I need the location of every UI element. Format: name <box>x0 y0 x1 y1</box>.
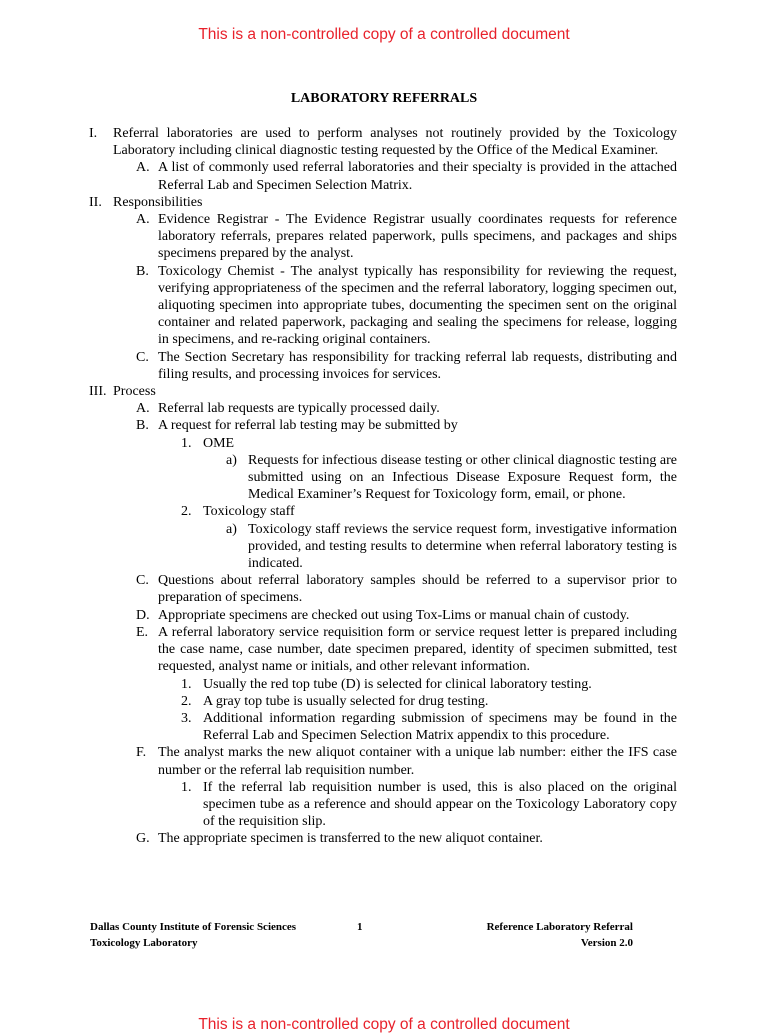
outline-item-level-2 <box>0 830 768 847</box>
outline-item-number: III. <box>89 384 107 400</box>
outline-item-level-2 <box>0 607 768 624</box>
outline-item-text: Usually the red top tube (D) is selected for clinical laboratory testing. <box>203 676 592 692</box>
outline-item-level-2 <box>0 263 768 349</box>
outline-item-text: Toxicology staff reviews the service request form, investigative information provided, and testing results to determine when referral laboratory testing is indicated. <box>248 521 677 572</box>
outline-item-level-4 <box>0 521 768 573</box>
outline-item-level-3 <box>0 710 768 744</box>
outline-item-level-2 <box>0 211 768 263</box>
outline-item-number: A. <box>136 401 150 417</box>
outline-item-number: 1. <box>181 779 192 795</box>
page-number <box>357 919 363 935</box>
outline-item-level-3 <box>0 435 768 452</box>
outline-item-number: 1. <box>181 435 192 451</box>
outline-item-text: The analyst marks the new aliquot container with a unique lab number: either the IFS case number or the referral lab requisition number. <box>158 745 677 778</box>
outline-item-text: Toxicology staff <box>203 504 295 520</box>
outline-item-level-3 <box>0 676 768 693</box>
outline-item-number: A. <box>136 212 150 228</box>
outline-item-level-2 <box>0 349 768 383</box>
outline-item-text: A gray top tube is usually selected for drug testing. <box>203 693 489 709</box>
page-number-value: 1 <box>357 921 363 933</box>
outline-item-number: B. <box>136 263 149 279</box>
footer-document-info <box>400 919 633 951</box>
outline-item-level-3 <box>0 779 768 831</box>
outline-item-number: C. <box>136 573 149 589</box>
outline-item-number: C. <box>136 349 149 365</box>
outline-item-text: Referral lab requests are typically processed daily. <box>158 401 440 417</box>
outline-item-number: II. <box>89 194 102 210</box>
outline-item-level-2 <box>0 744 768 778</box>
outline-item-text: Appropriate specimens are checked out using Tox-Lims or manual chain of custody. <box>158 607 630 623</box>
outline-item-text: Additional information regarding submission of specimens may be found in the Referral Lab and Specimen Selection Matrix appendix to this procedure. <box>203 710 677 744</box>
controlled-copy-banner-top: This is a non-controlled copy of a controlled document <box>198 26 570 43</box>
footer-lab: Toxicology Laboratory <box>90 937 198 949</box>
outline-item-level-3 <box>0 693 768 710</box>
outline-item-number: G. <box>136 831 150 847</box>
outline-item-number: a) <box>226 521 237 537</box>
outline-item-text: The appropriate specimen is transferred to the new aliquot container. <box>158 831 543 847</box>
outline-item-number: 2. <box>181 504 192 520</box>
outline-item-number: 2. <box>181 693 192 709</box>
outline-item-number: A. <box>136 160 150 176</box>
outline-item-text: A referral laboratory service requisition form or service request letter is prepared including the case name, case number, date specimen prepared, identity of specimen submitted, test requested, analyst name or initials, and other relevant information. <box>158 624 677 675</box>
outline-item-number: D. <box>136 607 150 623</box>
outline-item-level-1 <box>0 125 768 159</box>
outline-item-text: Referral laboratories are used to perform analyses not routinely provided by the Toxicology Laboratory including clinical diagnostic testing requested by the Office of the Medical Examiner. <box>113 126 677 159</box>
outline-item-level-4 <box>0 452 768 504</box>
outline-item-level-3 <box>0 503 768 520</box>
outline-item-text: Requests for infectious disease testing or other clinical diagnostic testing are submitted using on an Infectious Disease Exposure Request form, the Medical Examiner’s Request for Toxicology form, email, or phone. <box>248 452 677 503</box>
outline-item-text: Process <box>113 384 156 400</box>
outline-item-text: Questions about referral laboratory samples should be referred to a supervisor prior to preparation of specimens. <box>158 573 677 606</box>
outline-item-number: F. <box>136 745 147 761</box>
outline-item-text: OME <box>203 435 235 451</box>
outline-item-number: 3. <box>181 710 192 726</box>
footer-doc-name: Reference Laboratory Referral <box>486 921 633 933</box>
outline-item-level-2 <box>0 624 768 676</box>
outline-item-level-2 <box>0 417 768 434</box>
outline-item-number: 1. <box>181 676 192 692</box>
outline-item-level-1 <box>0 194 768 211</box>
footer-organization <box>90 919 296 951</box>
outline-item-number: a) <box>226 452 237 468</box>
outline-item-level-2 <box>0 159 768 193</box>
document-title: LABORATORY REFERRALS <box>290 91 478 106</box>
outline-item-text: A list of commonly used referral laboratories and their specialty is provided in the attached Referral Lab and Specimen Selection Matrix. <box>158 160 677 193</box>
outline-item-text: A request for referral lab testing may be submitted by <box>158 418 458 434</box>
outline-item-text: Responsibilities <box>113 194 203 210</box>
outline-item-level-2 <box>0 400 768 417</box>
outline-item-number: B. <box>136 418 149 434</box>
outline-item-text: Evidence Registrar - The Evidence Registrar usually coordinates requests for reference laboratory referrals, prepares related paperwork, pulls specimens, and packages and ships specimens prepared by the analyst. <box>158 212 677 262</box>
outline-item-level-2 <box>0 572 768 606</box>
procedure-outline <box>0 125 768 848</box>
outline-item-number: E. <box>136 624 149 640</box>
outline-item-text: Toxicology Chemist - The analyst typically has responsibility for reviewing the request, verifying appropriateness of the specimen and the referral laboratory, logging specimen out, aliquoting specimen into appropriate tubes, documenting the specimen sent on the original container and related paperwork, packaging and sealing the specimens for release, logging in specimens, and re-racking original containers. <box>158 263 677 348</box>
outline-item-text: If the referral lab requisition number is used, this is also placed on the original specimen tube as a reference and should appear on the Toxicology Laboratory copy of the requisition slip. <box>203 779 677 830</box>
outline-item-text: The Section Secretary has responsibility for tracking referral lab requests, distributing and filing results, and processing invoices for services. <box>158 349 677 382</box>
footer-institute: Dallas County Institute of Forensic Sciences <box>90 921 297 933</box>
footer-version: Version 2.0 <box>580 937 633 949</box>
controlled-copy-banner-bottom: This is a non-controlled copy of a controlled document <box>198 1016 570 1033</box>
outline-item-number: I. <box>89 126 98 141</box>
outline-item-level-1 <box>0 383 768 400</box>
